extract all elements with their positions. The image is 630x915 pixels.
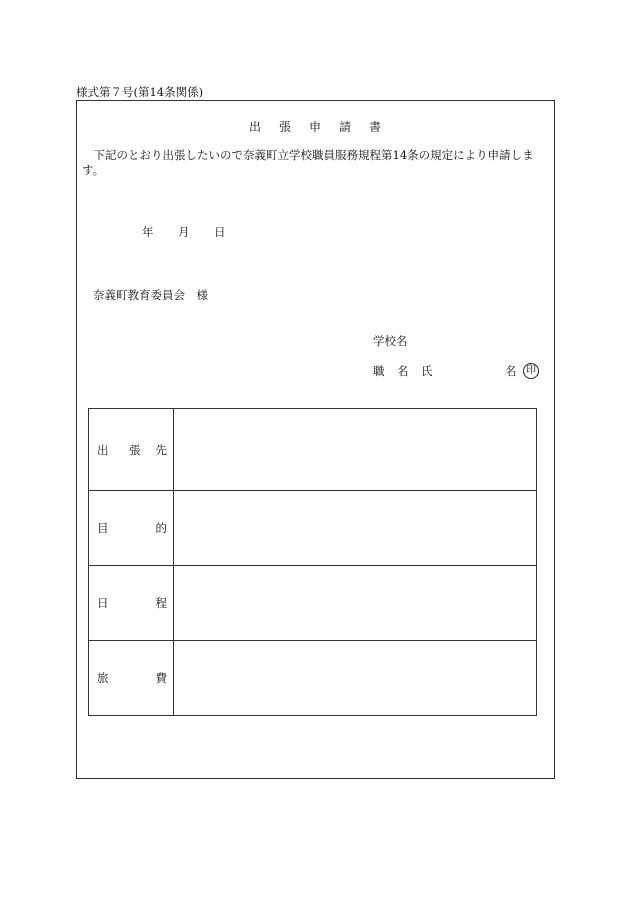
- row-label-purpose: [89, 491, 174, 566]
- year-label: 年: [142, 225, 154, 239]
- label-char: 費: [155, 671, 167, 685]
- month-label: 月: [178, 225, 190, 239]
- name-char: 名: [505, 364, 517, 378]
- row-label-destination: [89, 409, 174, 491]
- title-char: 張: [278, 120, 291, 134]
- label-char: 目: [97, 521, 109, 535]
- label-char: 日: [97, 596, 109, 610]
- label-char: 張: [129, 442, 141, 457]
- label-char: 出: [97, 442, 109, 457]
- signature-line: [373, 363, 543, 379]
- school-name-label: 学校名: [373, 334, 408, 348]
- purpose-field[interactable]: [174, 491, 537, 566]
- form-title: [0, 118, 630, 135]
- table-row: [89, 409, 537, 491]
- label-char: 先: [155, 442, 167, 457]
- title-char: 申: [308, 120, 321, 134]
- label-char: 程: [155, 596, 167, 610]
- position-char: 名: [397, 364, 409, 378]
- title-char: 出: [248, 120, 261, 134]
- request-statement: 下記のとおり出張したいので奈義町立学校職員服務規程第14条の規定により申請します。: [82, 148, 534, 177]
- expenses-field[interactable]: [174, 641, 537, 716]
- schedule-field[interactable]: [174, 566, 537, 641]
- row-label-schedule: [89, 566, 174, 641]
- position-char: 職: [373, 364, 385, 378]
- title-char: 請: [339, 120, 352, 134]
- table-row: [89, 566, 537, 641]
- destination-field[interactable]: [174, 409, 537, 491]
- label-char: 旅: [97, 671, 109, 685]
- addressee: 奈義町教育委員会 様: [93, 288, 208, 302]
- form-number: 様式第７号(第14条関係): [76, 85, 204, 99]
- details-table: [88, 408, 537, 716]
- title-char: 書: [369, 120, 382, 134]
- label-char: 的: [155, 521, 167, 535]
- name-char: 氏: [421, 364, 433, 378]
- day-label: 日: [214, 225, 226, 239]
- row-label-expenses: [89, 641, 174, 716]
- date-line: [0, 224, 630, 240]
- table-row: [89, 491, 537, 566]
- table-row: [89, 641, 537, 716]
- seal-mark: 印: [523, 363, 539, 379]
